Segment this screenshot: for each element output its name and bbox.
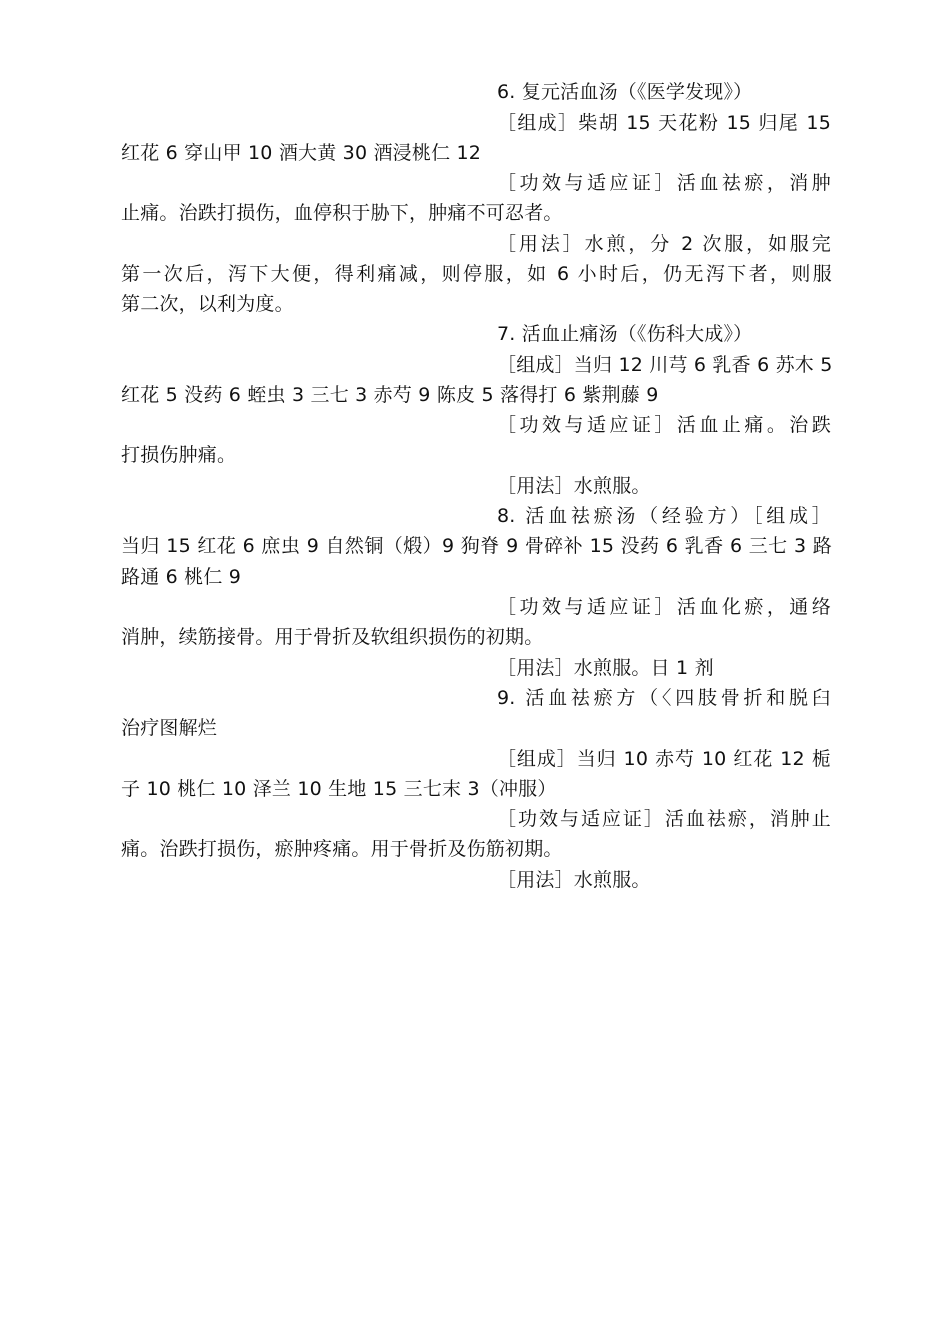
formula-7-usage-line-1: ［用法］水煎服。 [497,475,651,497]
formula-8-composition-line-2: 路通 6 桃仁 9 [121,566,242,588]
formula-8-composition-line-1: 当归 15 红花 6 庶虫 9 自然铜（煅）9 狗脊 9 骨碎补 15 没药 6 乳香 6 三七 3 路 [121,535,832,557]
formula-9-heading: 9. 活血祛瘀方（〈四肢骨折和脱臼 [497,687,831,709]
formula-7-composition-line-1: ［组成］当归 12 川芎 6 乳香 6 苏木 5 [497,354,833,376]
formula-7-indications-line-1: ［功效与适应证］活血止痛。治跌 [497,414,831,436]
formula-7-heading: 7. 活血止痛汤（《伤科大成》） [497,323,753,345]
formula-6-heading: 6. 复元活血汤（《医学发现》） [497,81,753,103]
formula-6-indications-line-1: ［功效与适应证］活血祛瘀，消肿 [497,172,831,194]
formula-6-usage-line-2: 第一次后，泻下大便，得利痛减，则停服，如 6 小时后，仍无泻下者，则服 [121,263,832,285]
formula-8-indications-line-1: ［功效与适应证］活血化瘀，通络 [497,596,831,618]
formula-9-composition-line-2: 子 10 桃仁 10 泽兰 10 生地 15 三七末 3（冲服） [121,778,557,800]
formula-9-heading-continuation: 治疗图解烂 [121,717,218,739]
formula-6-usage-line-1: ［用法］水煎，分 2 次服，如服完 [497,233,831,255]
formula-6-usage-line-3: 第二次，以利为度。 [121,293,294,315]
formula-6-composition-line-2: 红花 6 穿山甲 10 酒大黄 30 酒浸桃仁 12 [121,142,482,164]
formula-9-indications-line-2: 痛。治跌打损伤，瘀肿疼痛。用于骨折及伤筋初期。 [121,838,563,860]
formula-9-composition-line-1: ［组成］当归 10 赤芍 10 红花 12 栀 [497,748,831,770]
formula-8-heading: 8. 活血祛瘀汤（经验方）［组成］ [497,505,831,527]
formula-9-indications-line-1: ［功效与适应证］活血祛瘀，消肿止 [497,808,831,830]
formula-9-usage-line-1: ［用法］水煎服。 [497,869,651,891]
formula-7-composition-line-2: 红花 5 没药 6 蛭虫 3 三七 3 赤芍 9 陈皮 5 落得打 6 紫荆藤 9 [121,384,659,406]
formula-6-composition-line-1: ［组成］柴胡 15 天花粉 15 归尾 15 [497,112,831,134]
formula-8-indications-line-2: 消肿，续筋接骨。用于骨折及软组织损伤的初期。 [121,626,544,648]
formula-6-indications-line-2: 止痛。治跌打损伤，血停积于胁下，肿痛不可忍者。 [121,202,563,224]
formula-7-indications-line-2: 打损伤肿痛。 [121,444,237,466]
formula-8-usage-line-1: ［用法］水煎服。日 1 剂 [497,657,714,679]
